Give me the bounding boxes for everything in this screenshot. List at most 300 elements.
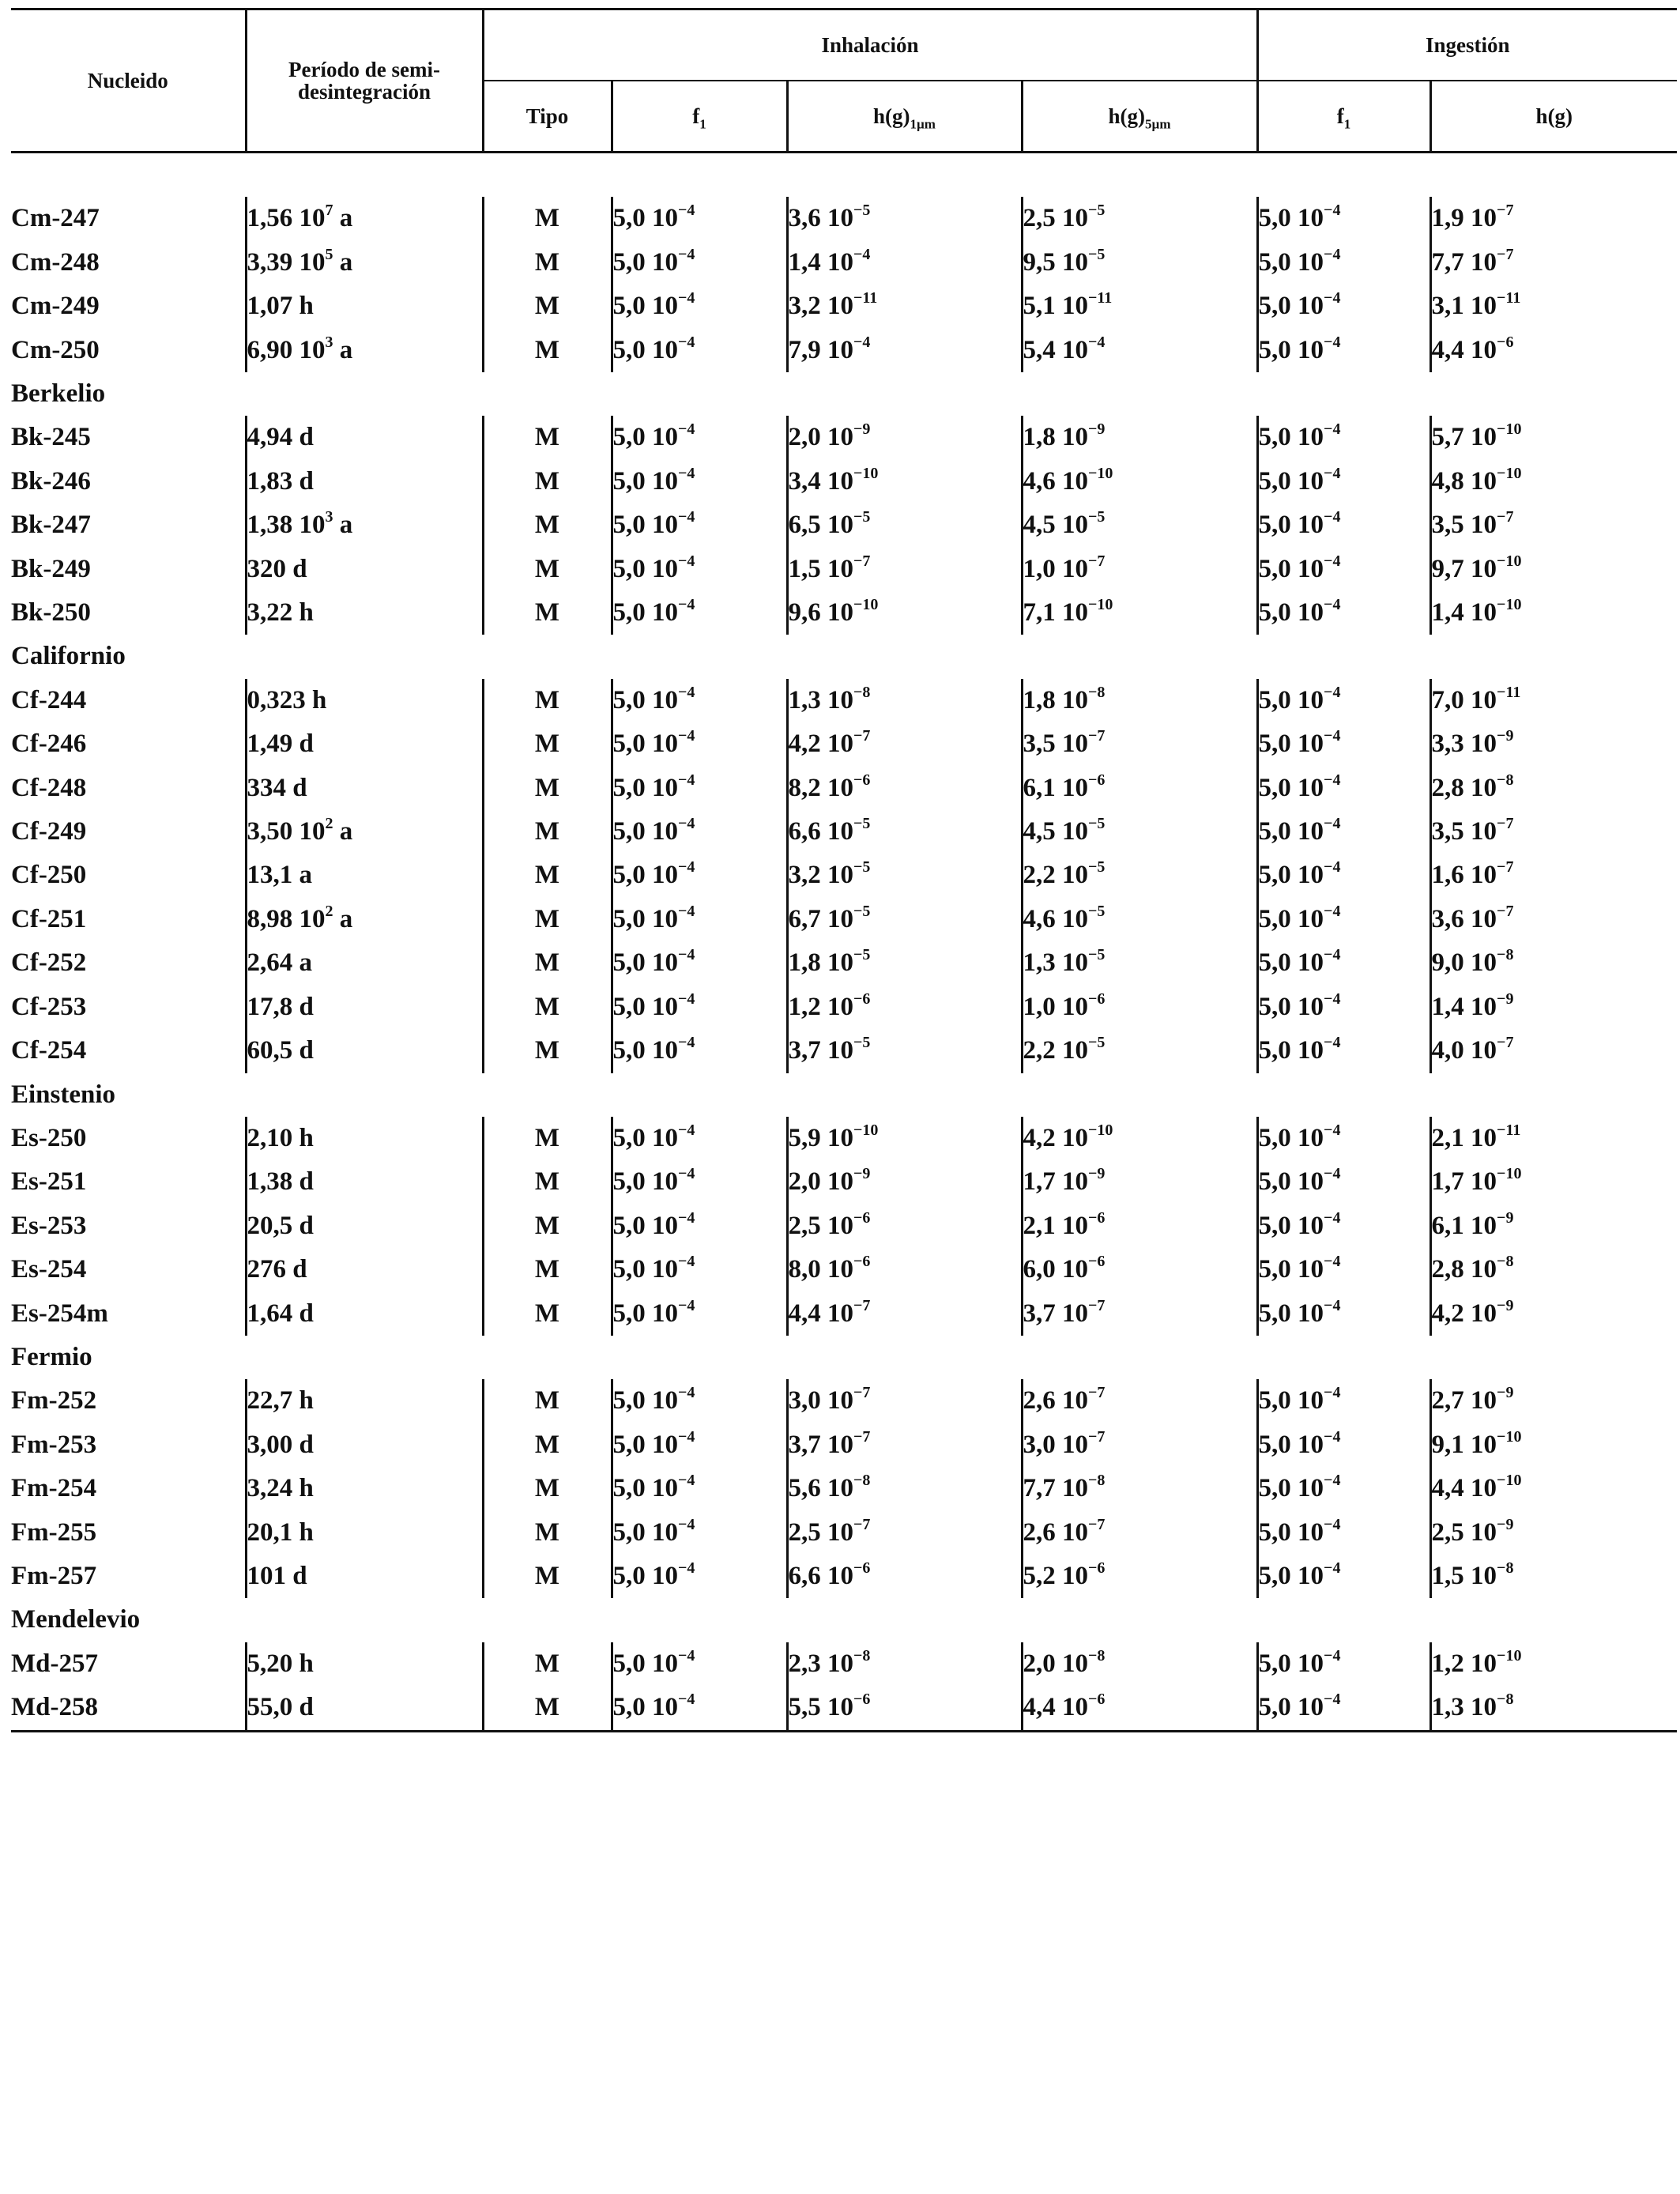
hg-ing-cell: 2,1 $10^{-11}$ [1430, 1117, 1677, 1160]
hg-ing-cell: 1,3 $10^{-8}$ [1430, 1686, 1677, 1731]
exponent: −9 [1497, 1515, 1514, 1533]
periodo-cell: 3,22 h [246, 591, 483, 635]
hg-1um-cell: 9,6 $10^{-10}$ [787, 591, 1022, 635]
f1-inh-cell: 5,0 $10^{-4}$ [612, 1511, 787, 1555]
exponent: −7 [853, 552, 871, 570]
hg-1um-cell: 3,2 $10^{-11}$ [787, 285, 1022, 328]
f1-inh-cell: 5,0 $10^{-4}$ [612, 503, 787, 547]
hg-5um-cell: 2,0 $10^{-8}$ [1022, 1642, 1257, 1686]
exponent: −4 [678, 1253, 695, 1271]
table-row [11, 898, 1677, 941]
hg-5um-cell: 5,1 $10^{-11}$ [1022, 285, 1257, 328]
exponent: −6 [1088, 1691, 1106, 1709]
exponent: −7 [1088, 727, 1106, 745]
hg-1um-cell: 1,3 $10^{-8}$ [787, 679, 1022, 722]
section-heading: Fermio [11, 1342, 92, 1371]
exponent: −4 [678, 727, 695, 745]
table-row [11, 1379, 1677, 1423]
hg-ing-cell: 7,7 $10^{-7}$ [1430, 241, 1677, 285]
periodo-cell: 3,39 $10^5$ a [246, 241, 483, 285]
table-row [11, 1642, 1677, 1686]
exponent: −6 [853, 1559, 871, 1577]
exponent: −10 [1088, 464, 1113, 482]
exponent: −9 [1497, 727, 1514, 745]
table-body [11, 153, 1677, 1777]
exponent: −7 [1497, 202, 1514, 220]
exponent: −4 [678, 815, 695, 833]
exponent: −8 [853, 683, 871, 701]
hg-5um-cell: 1,0 $10^{-7}$ [1022, 548, 1257, 591]
header-ingestion: Ingestión [1257, 9, 1677, 81]
hg-1um-cell: 2,5 $10^{-7}$ [787, 1511, 1022, 1555]
exponent: 7 [325, 202, 333, 220]
exponent: −6 [853, 990, 871, 1008]
tipo-cell: M [483, 1511, 612, 1555]
nucleido-cell: Cf-251 [11, 904, 87, 933]
hg-5um-cell: 3,5 $10^{-7}$ [1022, 722, 1257, 766]
header-hg-5um: $h(g)_{5\mu m}$ [1022, 81, 1257, 153]
table-row [11, 548, 1677, 591]
section-heading: Mendelevio [11, 1605, 141, 1634]
periodo-cell: 1,56 $10^7$ a [246, 197, 483, 240]
exponent: −4 [1324, 1165, 1341, 1183]
periodo-cell: 334 d [246, 767, 483, 810]
nucleido-cell: Cm-250 [11, 335, 100, 364]
nucleido-cell: Es-251 [11, 1167, 87, 1197]
section-heading: Einstenio [11, 1080, 116, 1109]
periodo-cell: 1,83 d [246, 460, 483, 503]
hg-5um-cell: 5,2 $10^{-6}$ [1022, 1555, 1257, 1598]
hg-ing-cell: 1,4 $10^{-9}$ [1430, 986, 1677, 1029]
nucleido-cell: Bk-250 [11, 598, 91, 628]
hg-1um-cell: 1,8 $10^{-5}$ [787, 941, 1022, 985]
table-row [11, 460, 1677, 503]
section-heading-row [11, 1598, 1677, 1642]
exponent: −7 [1497, 245, 1514, 263]
hg-5um-cell: 1,0 $10^{-6}$ [1022, 986, 1257, 1029]
exponent: −5 [1088, 202, 1106, 220]
exponent: −10 [1497, 1427, 1522, 1446]
hg-1um-cell: 6,6 $10^{-5}$ [787, 810, 1022, 854]
nucleido-cell: Bk-247 [11, 511, 91, 540]
hg-1um-cell: 3,0 $10^{-7}$ [787, 1379, 1022, 1423]
nucleido-cell: Cf-253 [11, 992, 87, 1021]
f1-ing-cell: 5,0 $10^{-4}$ [1257, 854, 1430, 897]
exponent: −4 [1324, 1559, 1341, 1577]
f1-ing-cell: 5,0 $10^{-4}$ [1257, 503, 1430, 547]
header-f1-inhalacion: $f_1$ [612, 81, 787, 153]
exponent: −7 [1088, 1515, 1106, 1533]
exponent: 5 [325, 245, 333, 263]
f1-ing-cell: 5,0 $10^{-4}$ [1257, 986, 1430, 1029]
exponent: −5 [1088, 946, 1106, 964]
f1-ing-cell: 5,0 $10^{-4}$ [1257, 1555, 1430, 1598]
exponent: −8 [1497, 946, 1514, 964]
hg-1um-cell: 1,5 $10^{-7}$ [787, 548, 1022, 591]
periodo-cell: 22,7 h [246, 1379, 483, 1423]
periodo-cell: 276 d [246, 1248, 483, 1291]
tipo-cell: M [483, 197, 612, 240]
hg-5um-cell: 4,6 $10^{-5}$ [1022, 898, 1257, 941]
exponent: −4 [1324, 858, 1341, 876]
tipo-cell: M [483, 1292, 612, 1336]
table-row [11, 1160, 1677, 1204]
exponent: −5 [1088, 245, 1106, 263]
hg-1um-cell: 6,6 $10^{-6}$ [787, 1555, 1022, 1598]
hg-5um-cell: 2,6 $10^{-7}$ [1022, 1511, 1257, 1555]
exponent: −7 [1088, 1296, 1106, 1314]
periodo-cell: 20,1 h [246, 1511, 483, 1555]
exponent: −4 [1324, 333, 1341, 351]
hg-ing-cell: 2,7 $10^{-9}$ [1430, 1379, 1677, 1423]
f1-inh-cell: 5,0 $10^{-4}$ [612, 898, 787, 941]
hg-ing-cell: 5,7 $10^{-10}$ [1430, 416, 1677, 459]
hg-ing-cell: 1,6 $10^{-7}$ [1430, 854, 1677, 897]
f1-inh-cell: 5,0 $10^{-4}$ [612, 548, 787, 591]
exponent: −4 [1088, 333, 1106, 351]
table-header [11, 9, 1677, 153]
exponent: −4 [1324, 508, 1341, 526]
nucleido-cell: Cf-246 [11, 729, 87, 759]
f1-inh-cell: 5,0 $10^{-4}$ [612, 854, 787, 897]
tipo-cell: M [483, 329, 612, 372]
tipo-cell: M [483, 285, 612, 328]
f1-ing-cell: 5,0 $10^{-4}$ [1257, 1117, 1430, 1160]
tipo-cell: M [483, 679, 612, 722]
header-tipo: Tipo [483, 81, 612, 153]
tipo-cell: M [483, 941, 612, 985]
f1-inh-cell: 5,0 $10^{-4}$ [612, 197, 787, 240]
hg-5um-cell: 1,7 $10^{-9}$ [1022, 1160, 1257, 1204]
exponent: −4 [1324, 1691, 1341, 1709]
tipo-cell: M [483, 986, 612, 1029]
f1-ing-cell: 5,0 $10^{-4}$ [1257, 1686, 1430, 1731]
exponent: −4 [678, 902, 695, 920]
periodo-cell: 13,1 a [246, 854, 483, 897]
hg-1um-cell: 1,4 $10^{-4}$ [787, 241, 1022, 285]
f1-ing-cell: 5,0 $10^{-4}$ [1257, 1642, 1430, 1686]
nucleido-cell: Fm-257 [11, 1561, 97, 1590]
exponent: −7 [853, 1296, 871, 1314]
nucleido-cell: Cm-247 [11, 204, 100, 233]
hg-1um-cell: 6,7 $10^{-5}$ [787, 898, 1022, 941]
hg-1um-cell: 6,5 $10^{-5}$ [787, 503, 1022, 547]
exponent: −4 [678, 1472, 695, 1490]
nucleido-cell: Cf-254 [11, 1036, 87, 1065]
exponent: 3 [325, 333, 333, 351]
exponent: −4 [1324, 552, 1341, 570]
periodo-cell: 2,10 h [246, 1117, 483, 1160]
exponent: −4 [1324, 1208, 1341, 1227]
f1-ing-cell: 5,0 $10^{-4}$ [1257, 548, 1430, 591]
nucleido-cell: Es-250 [11, 1123, 87, 1152]
hg-5um-cell: 4,5 $10^{-5}$ [1022, 810, 1257, 854]
hg-5um-cell: 2,2 $10^{-5}$ [1022, 854, 1257, 897]
periodo-cell: 320 d [246, 548, 483, 591]
hg-ing-cell: 1,2 $10^{-10}$ [1430, 1642, 1677, 1686]
header-spacer [11, 153, 1677, 198]
hg-ing-cell: 3,5 $10^{-7}$ [1430, 810, 1677, 854]
exponent: −4 [678, 858, 695, 876]
exponent: −4 [678, 289, 695, 307]
exponent: −6 [853, 771, 871, 789]
hg-5um-cell: 6,1 $10^{-6}$ [1022, 767, 1257, 810]
nucleido-cell: Cf-248 [11, 773, 87, 802]
f1-inh-cell: 5,0 $10^{-4}$ [612, 986, 787, 1029]
exponent: −4 [1324, 1427, 1341, 1446]
hg-ing-cell: 2,5 $10^{-9}$ [1430, 1511, 1677, 1555]
hg-5um-cell: 4,6 $10^{-10}$ [1022, 460, 1257, 503]
exponent: −11 [853, 289, 878, 307]
exponent: −5 [1088, 815, 1106, 833]
exponent: −9 [1088, 420, 1106, 439]
table-row [11, 1029, 1677, 1072]
hg-1um-cell: 4,4 $10^{-7}$ [787, 1292, 1022, 1336]
f1-inh-cell: 5,0 $10^{-4}$ [612, 1467, 787, 1510]
exponent: 2 [325, 815, 333, 833]
exponent: −5 [1088, 1034, 1106, 1052]
hg-ing-cell: 1,4 $10^{-10}$ [1430, 591, 1677, 635]
tipo-cell: M [483, 591, 612, 635]
exponent: −6 [1088, 1208, 1106, 1227]
tipo-cell: M [483, 898, 612, 941]
exponent: −5 [853, 202, 871, 220]
periodo-cell: 5,20 h [246, 1642, 483, 1686]
f1-ing-cell: 5,0 $10^{-4}$ [1257, 1248, 1430, 1291]
nucleido-cell: Fm-254 [11, 1474, 97, 1503]
exponent: −4 [678, 1121, 695, 1139]
exponent: −4 [678, 1691, 695, 1709]
hg-1um-cell: 3,6 $10^{-5}$ [787, 197, 1022, 240]
f1-inh-cell: 5,0 $10^{-4}$ [612, 329, 787, 372]
exponent: −9 [1088, 1165, 1106, 1183]
exponent: −4 [678, 464, 695, 482]
tipo-cell: M [483, 241, 612, 285]
table-row [11, 285, 1677, 328]
table-row [11, 1511, 1677, 1555]
exponent: −8 [853, 1472, 871, 1490]
periodo-cell: 3,00 d [246, 1423, 483, 1467]
hg-5um-cell: 2,2 $10^{-5}$ [1022, 1029, 1257, 1072]
periodo-cell: 1,49 d [246, 722, 483, 766]
hg-1um-cell: 8,2 $10^{-6}$ [787, 767, 1022, 810]
table-row [11, 1555, 1677, 1598]
f1-ing-cell: 5,0 $10^{-4}$ [1257, 197, 1430, 240]
nucleido-cell: Bk-245 [11, 423, 91, 452]
f1-inh-cell: 5,0 $10^{-4}$ [612, 1292, 787, 1336]
exponent: −4 [678, 508, 695, 526]
exponent: −5 [1088, 902, 1106, 920]
periodo-cell: 1,64 d [246, 1292, 483, 1336]
tipo-cell: M [483, 460, 612, 503]
hg-1um-cell: 2,0 $10^{-9}$ [787, 1160, 1022, 1204]
f1-ing-cell: 5,0 $10^{-4}$ [1257, 241, 1430, 285]
table-row [11, 329, 1677, 372]
hg-ing-cell: 7,0 $10^{-11}$ [1430, 679, 1677, 722]
exponent: −8 [1497, 1253, 1514, 1271]
section-heading-row [11, 1073, 1677, 1117]
exponent: −9 [1497, 1208, 1514, 1227]
exponent: −4 [678, 1208, 695, 1227]
header-hg-1um: $h(g)_{1\mu m}$ [787, 81, 1022, 153]
exponent: −10 [853, 596, 879, 614]
nucleido-cell: Fm-252 [11, 1386, 97, 1416]
f1-ing-cell: 5,0 $10^{-4}$ [1257, 1204, 1430, 1248]
hg-ing-cell: 4,0 $10^{-7}$ [1430, 1029, 1677, 1072]
exponent: −7 [853, 1515, 871, 1533]
exponent: −10 [1497, 1165, 1522, 1183]
tipo-cell: M [483, 503, 612, 547]
f1-inh-cell: 5,0 $10^{-4}$ [612, 1379, 787, 1423]
hg-ing-cell: 4,4 $10^{-6}$ [1430, 329, 1677, 372]
exponent: −9 [853, 420, 871, 439]
f1-ing-cell: 5,0 $10^{-4}$ [1257, 941, 1430, 985]
exponent: −4 [678, 420, 695, 439]
exponent: −5 [853, 946, 871, 964]
exponent: −4 [1324, 1253, 1341, 1271]
f1-inh-cell: 5,0 $10^{-4}$ [612, 285, 787, 328]
exponent: −4 [1324, 771, 1341, 789]
hg-ing-cell: 9,0 $10^{-8}$ [1430, 941, 1677, 985]
hg-1um-cell: 4,2 $10^{-7}$ [787, 722, 1022, 766]
exponent: −4 [853, 333, 871, 351]
periodo-cell: 0,323 h [246, 679, 483, 722]
f1-inh-cell: 5,0 $10^{-4}$ [612, 1555, 787, 1598]
exponent: −6 [853, 1253, 871, 1271]
nucleido-cell: Cf-250 [11, 861, 87, 890]
hg-5um-cell: 9,5 $10^{-5}$ [1022, 241, 1257, 285]
hg-5um-cell: 1,8 $10^{-9}$ [1022, 416, 1257, 459]
exponent: −8 [853, 1646, 871, 1664]
periodo-cell: 17,8 d [246, 986, 483, 1029]
exponent: −8 [1088, 1646, 1106, 1664]
exponent: −10 [1497, 552, 1522, 570]
f1-ing-cell: 5,0 $10^{-4}$ [1257, 1160, 1430, 1204]
table-row [11, 722, 1677, 766]
hg-5um-cell: 1,3 $10^{-5}$ [1022, 941, 1257, 985]
table-row [11, 503, 1677, 547]
nucleido-cell: Es-254m [11, 1299, 108, 1328]
nucleido-cell: Md-258 [11, 1693, 98, 1722]
exponent: −4 [1324, 596, 1341, 614]
exponent: −6 [1088, 1253, 1106, 1271]
f1-inh-cell: 5,0 $10^{-4}$ [612, 679, 787, 722]
exponent: −5 [853, 508, 871, 526]
exponent: −4 [678, 245, 695, 263]
table-row [11, 854, 1677, 897]
hg-1um-cell: 3,7 $10^{-5}$ [787, 1029, 1022, 1072]
exponent: −7 [1497, 508, 1514, 526]
tipo-cell: M [483, 767, 612, 810]
hg-1um-cell: 1,2 $10^{-6}$ [787, 986, 1022, 1029]
hg-1um-cell: 5,6 $10^{-8}$ [787, 1467, 1022, 1510]
tipo-cell: M [483, 1686, 612, 1731]
exponent: 3 [325, 508, 333, 526]
table-row [11, 810, 1677, 854]
exponent: −10 [853, 464, 879, 482]
hg-5um-cell: 2,6 $10^{-7}$ [1022, 1379, 1257, 1423]
hg-ing-cell: 2,8 $10^{-8}$ [1430, 767, 1677, 810]
table-row [11, 1423, 1677, 1467]
exponent: −7 [1088, 1384, 1106, 1402]
hg-ing-cell: 3,6 $10^{-7}$ [1430, 898, 1677, 941]
hg-ing-cell: 4,2 $10^{-9}$ [1430, 1292, 1677, 1336]
tipo-cell: M [483, 1160, 612, 1204]
exponent: −10 [1088, 596, 1113, 614]
hg-1um-cell: 5,5 $10^{-6}$ [787, 1686, 1022, 1731]
f1-ing-cell: 5,0 $10^{-4}$ [1257, 1511, 1430, 1555]
table-row [11, 1467, 1677, 1510]
exponent: −11 [1088, 289, 1113, 307]
exponent: −5 [853, 815, 871, 833]
exponent: −4 [678, 1165, 695, 1183]
f1-ing-cell: 5,0 $10^{-4}$ [1257, 810, 1430, 854]
nucleido-cell: Bk-249 [11, 554, 91, 583]
hg-1um-cell: 7,9 $10^{-4}$ [787, 329, 1022, 372]
exponent: −9 [853, 1165, 871, 1183]
f1-ing-cell: 5,0 $10^{-4}$ [1257, 1292, 1430, 1336]
hg-ing-cell: 9,1 $10^{-10}$ [1430, 1423, 1677, 1467]
hg-ing-cell: 6,1 $10^{-9}$ [1430, 1204, 1677, 1248]
exponent: −4 [1324, 289, 1341, 307]
nucleido-cell: Cf-244 [11, 685, 87, 714]
exponent: −10 [1497, 1472, 1522, 1490]
hg-5um-cell: 4,5 $10^{-5}$ [1022, 503, 1257, 547]
nucleido-cell: Fm-255 [11, 1517, 97, 1547]
table-row [11, 1204, 1677, 1248]
section-heading-row [11, 1336, 1677, 1379]
periodo-cell: 101 d [246, 1555, 483, 1598]
table-row [11, 241, 1677, 285]
exponent: −4 [1324, 946, 1341, 964]
exponent: −6 [853, 1691, 871, 1709]
table-row [11, 941, 1677, 985]
tipo-cell: M [483, 1555, 612, 1598]
f1-ing-cell: 5,0 $10^{-4}$ [1257, 1029, 1430, 1072]
exponent: −4 [1324, 245, 1341, 263]
section-heading-row [11, 372, 1677, 416]
f1-inh-cell: 5,0 $10^{-4}$ [612, 1686, 787, 1731]
exponent: −9 [1497, 990, 1514, 1008]
f1-inh-cell: 5,0 $10^{-4}$ [612, 1160, 787, 1204]
exponent: −4 [1324, 420, 1341, 439]
tipo-cell: M [483, 1204, 612, 1248]
f1-inh-cell: 5,0 $10^{-4}$ [612, 810, 787, 854]
radionuclide-dose-table [11, 8, 1677, 1776]
nucleido-cell: Cm-249 [11, 292, 100, 321]
exponent: −4 [1324, 1384, 1341, 1402]
exponent: −5 [853, 858, 871, 876]
hg-5um-cell: 7,1 $10^{-10}$ [1022, 591, 1257, 635]
exponent: −8 [1088, 683, 1106, 701]
exponent: −10 [853, 1121, 879, 1139]
f1-ing-cell: 5,0 $10^{-4}$ [1257, 1467, 1430, 1510]
table-row [11, 986, 1677, 1029]
nucleido-cell: Cm-248 [11, 247, 100, 277]
f1-inh-cell: 5,0 $10^{-4}$ [612, 1248, 787, 1291]
f1-inh-cell: 5,0 $10^{-4}$ [612, 722, 787, 766]
f1-inh-cell: 5,0 $10^{-4}$ [612, 1029, 787, 1072]
exponent: −8 [1088, 1472, 1106, 1490]
exponent: −7 [1497, 1034, 1514, 1052]
tipo-cell: M [483, 416, 612, 459]
hg-5um-cell: 4,4 $10^{-6}$ [1022, 1686, 1257, 1731]
hg-1um-cell: 2,0 $10^{-9}$ [787, 416, 1022, 459]
nucleido-cell: Es-254 [11, 1255, 87, 1284]
nucleido-cell: Es-253 [11, 1211, 87, 1240]
hg-5um-cell: 3,7 $10^{-7}$ [1022, 1292, 1257, 1336]
tipo-cell: M [483, 1467, 612, 1510]
